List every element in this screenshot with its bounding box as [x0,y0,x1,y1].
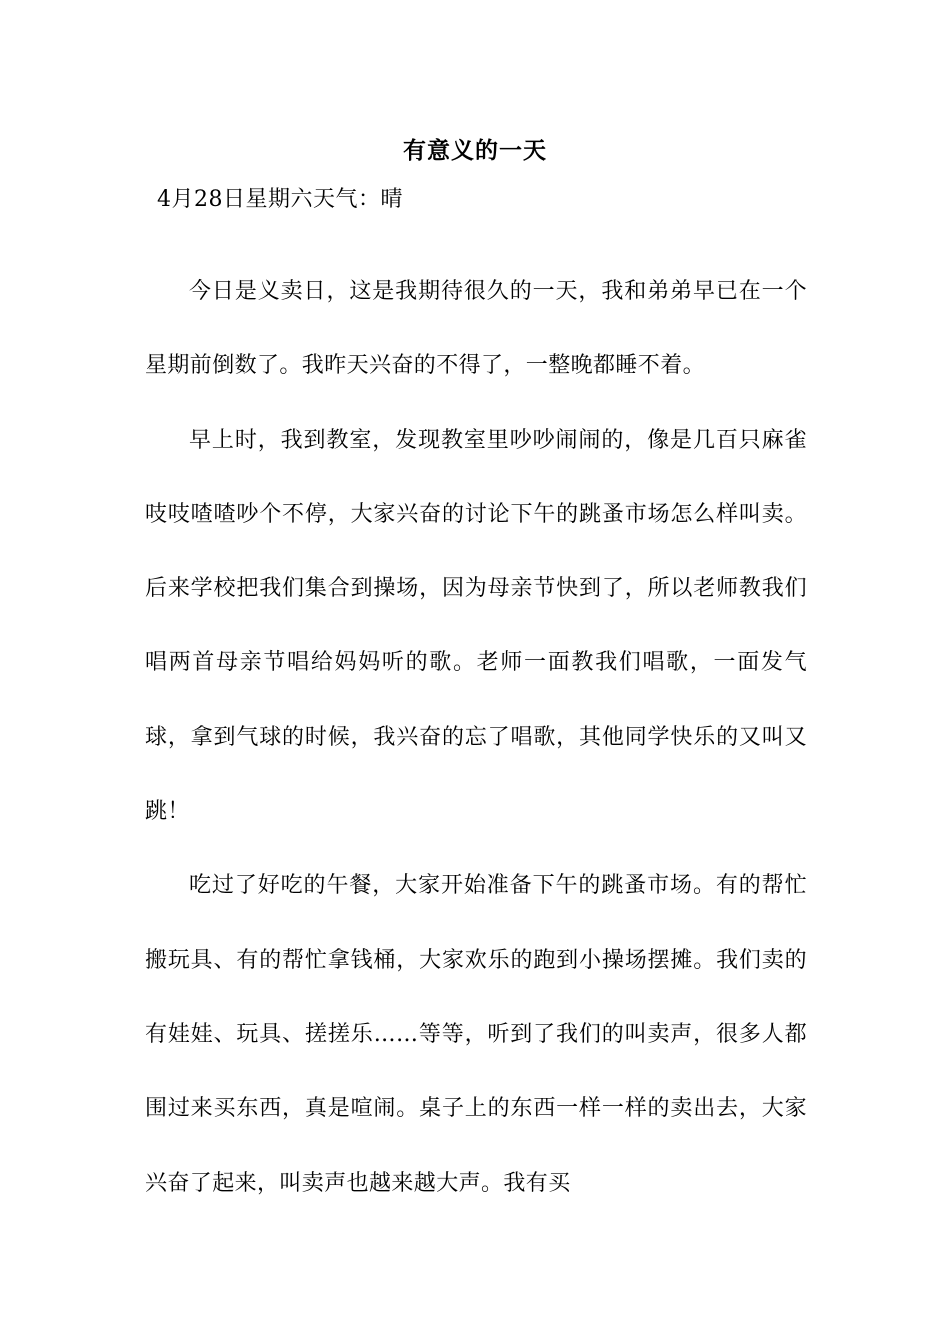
paragraph-3: 吃过了好吃的午餐，大家开始准备下午的跳蚤市场。有的帮忙搬玩具、有的帮忙拿钱桶，大家欢乐的跑到小操场摆摊。我们卖的有娃娃、玩具、搓搓乐……等等，听到了我们的叫卖声，很多人都围过来买东西，真是喧闹。桌子上的东西一样一样的卖出去，大家兴奋了起来，叫卖声也越来越大声。我有买 [145,873,807,1196]
essay-body [145,255,807,1221]
date-weather-line: 4月28日星期六天气：晴 [157,187,403,212]
document-title: 有意义的一天 [403,137,547,164]
paragraph-1: 今日是义卖日，这是我期待很久的一天，我和弟弟早已在一个星期前倒数了。我昨天兴奋的不得了，一整晚都睡不着。 [145,279,807,379]
paragraph-2: 早上时，我到教室，发现教室里吵吵闹闹的，像是几百只麻雀吱吱喳喳吵个不停，大家兴奋的讨论下午的跳蚤市场怎么样叫卖。后来学校把我们集合到操场，因为母亲节快到了，所以老师教我们唱两首母亲节唱给妈妈听的歌。老师一面教我们唱歌，一面发气球，拿到气球的时候，我兴奋的忘了唱歌，其他同学快乐的又叫又跳！ [145,427,807,825]
